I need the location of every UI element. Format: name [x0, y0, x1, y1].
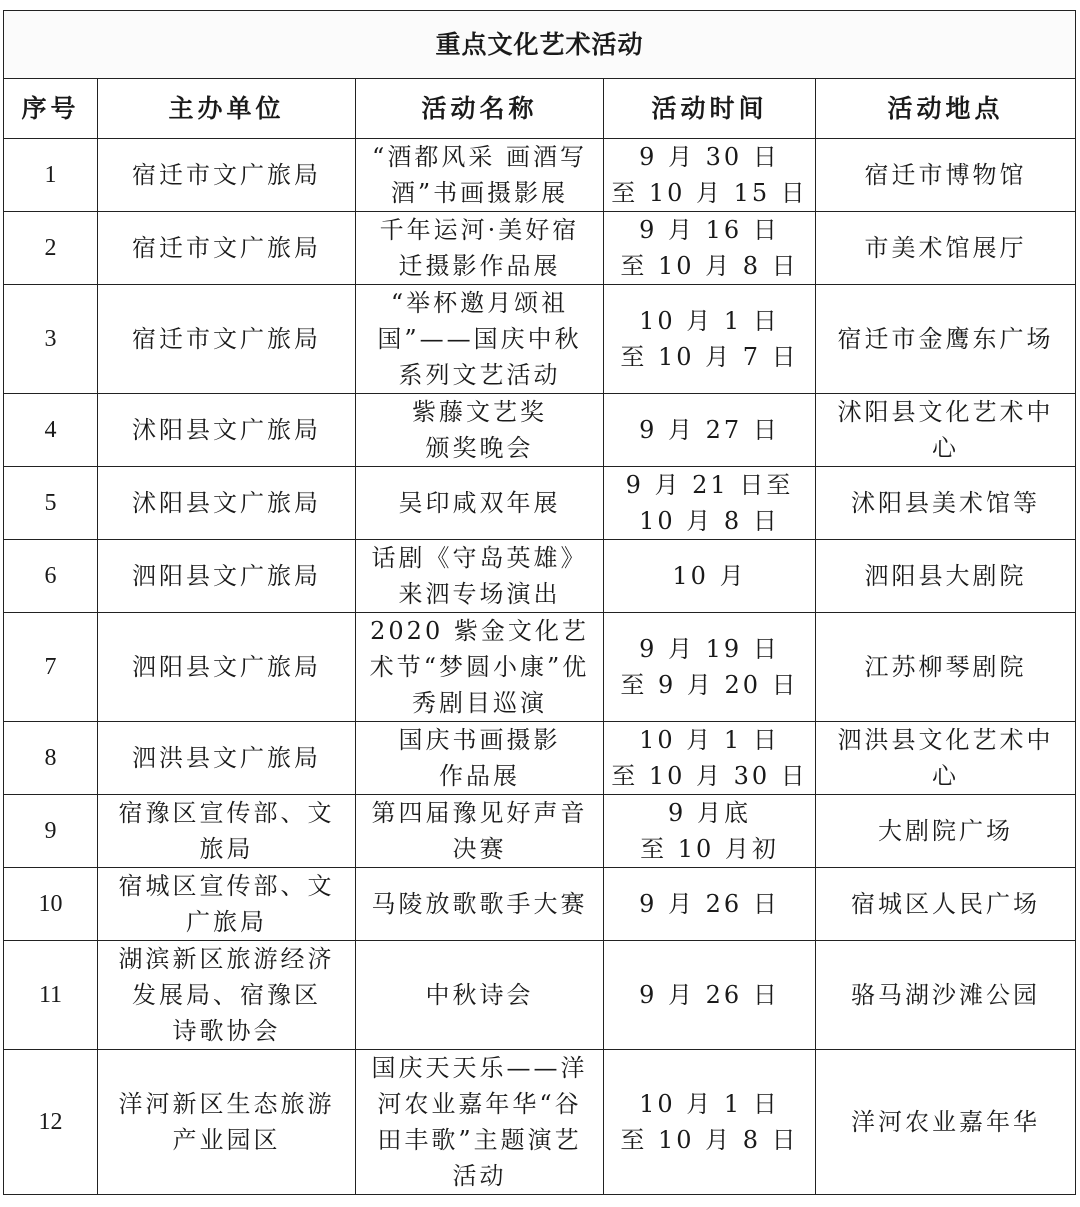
activity-time-cell: 9 月 16 日 至 10 月 8 日 [604, 212, 816, 285]
activity-name-cell: 话剧《守岛英雄》 来泗专场演出 [356, 540, 604, 613]
row-number: 10 [4, 868, 98, 941]
activity-name-cell: 国庆天天乐——洋 河农业嘉年华“谷 田丰歌”主题演艺 活动 [356, 1050, 604, 1195]
row-number: 6 [4, 540, 98, 613]
activity-place-cell: 大剧院广场 [816, 795, 1076, 868]
activity-name-cell: 马陵放歌歌手大赛 [356, 868, 604, 941]
table-row [4, 1050, 1076, 1195]
row-number: 3 [4, 285, 98, 394]
activity-time-cell: 9 月 21 日至 10 月 8 日 [604, 467, 816, 540]
row-number: 9 [4, 795, 98, 868]
table-row [4, 394, 1076, 467]
activity-place-cell: 宿迁市博物馆 [816, 139, 1076, 212]
activity-time-cell: 10 月 1 日 至 10 月 7 日 [604, 285, 816, 394]
activity-time-cell: 9 月 19 日 至 9 月 20 日 [604, 613, 816, 722]
activity-name-cell: 吴印咸双年展 [356, 467, 604, 540]
organizer-cell: 宿豫区宣传部、文 旅局 [98, 795, 356, 868]
activity-place-cell: 泗洪县文化艺术中 心 [816, 722, 1076, 795]
organizer-cell: 沭阳县文广旅局 [98, 467, 356, 540]
header-row [4, 79, 1076, 139]
table-row [4, 285, 1076, 394]
organizer-cell: 宿迁市文广旅局 [98, 139, 356, 212]
activity-place-cell: 洋河农业嘉年华 [816, 1050, 1076, 1195]
organizer-cell: 洋河新区生态旅游 产业园区 [98, 1050, 356, 1195]
activity-name-cell: “酒都风采 画酒写 酒”书画摄影展 [356, 139, 604, 212]
activity-place-cell: 市美术馆展厅 [816, 212, 1076, 285]
row-number: 11 [4, 941, 98, 1050]
activity-time-cell: 9 月 27 日 [604, 394, 816, 467]
table-row [4, 139, 1076, 212]
header-activity-time: 活动时间 [604, 79, 816, 139]
activity-time-cell: 9 月 30 日 至 10 月 15 日 [604, 139, 816, 212]
organizer-cell: 沭阳县文广旅局 [98, 394, 356, 467]
table-row [4, 722, 1076, 795]
activity-name-cell: 国庆书画摄影 作品展 [356, 722, 604, 795]
row-number: 2 [4, 212, 98, 285]
activity-time-cell: 10 月 [604, 540, 816, 613]
row-number: 12 [4, 1050, 98, 1195]
organizer-cell: 泗洪县文广旅局 [98, 722, 356, 795]
table-row [4, 613, 1076, 722]
activity-place-cell: 沭阳县文化艺术中 心 [816, 394, 1076, 467]
organizer-cell: 宿迁市文广旅局 [98, 212, 356, 285]
activity-name-cell: 中秋诗会 [356, 941, 604, 1050]
organizer-cell: 泗阳县文广旅局 [98, 613, 356, 722]
table-row [4, 868, 1076, 941]
activity-time-cell: 9 月 26 日 [604, 868, 816, 941]
activity-time-cell: 10 月 1 日 至 10 月 30 日 [604, 722, 816, 795]
activity-place-cell: 沭阳县美术馆等 [816, 467, 1076, 540]
activity-place-cell: 江苏柳琴剧院 [816, 613, 1076, 722]
activity-place-cell: 泗阳县大剧院 [816, 540, 1076, 613]
activity-name-cell: 千年运河·美好宿 迁摄影作品展 [356, 212, 604, 285]
table-body [4, 139, 1076, 1195]
header-activity-place: 活动地点 [816, 79, 1076, 139]
activity-name-cell: 2020 紫金文化艺 术节“梦圆小康”优 秀剧目巡演 [356, 613, 604, 722]
row-number: 4 [4, 394, 98, 467]
table-row [4, 212, 1076, 285]
table-row [4, 467, 1076, 540]
row-number: 7 [4, 613, 98, 722]
row-number: 5 [4, 467, 98, 540]
organizer-cell: 宿城区宣传部、文 广旅局 [98, 868, 356, 941]
table-row [4, 795, 1076, 868]
row-number: 8 [4, 722, 98, 795]
activity-time-cell: 9 月底 至 10 月初 [604, 795, 816, 868]
title-row [4, 11, 1076, 79]
activity-place-cell: 骆马湖沙滩公园 [816, 941, 1076, 1050]
activity-name-cell: 紫藤文艺奖 颁奖晚会 [356, 394, 604, 467]
activity-name-cell: 第四届豫见好声音 决赛 [356, 795, 604, 868]
activity-name-cell: “举杯邀月颂祖 国”——国庆中秋 系列文艺活动 [356, 285, 604, 394]
header-activity-name: 活动名称 [356, 79, 604, 139]
table-row [4, 941, 1076, 1050]
organizer-cell: 泗阳县文广旅局 [98, 540, 356, 613]
table-row [4, 540, 1076, 613]
activities-table [3, 10, 1076, 1195]
organizer-cell: 湖滨新区旅游经济 发展局、宿豫区 诗歌协会 [98, 941, 356, 1050]
organizer-cell: 宿迁市文广旅局 [98, 285, 356, 394]
activity-place-cell: 宿迁市金鹰东广场 [816, 285, 1076, 394]
row-number: 1 [4, 139, 98, 212]
header-no: 序号 [4, 79, 98, 139]
activity-time-cell: 10 月 1 日 至 10 月 8 日 [604, 1050, 816, 1195]
table-title: 重点文化艺术活动 [4, 11, 1076, 79]
activity-time-cell: 9 月 26 日 [604, 941, 816, 1050]
header-organizer: 主办单位 [98, 79, 356, 139]
activity-place-cell: 宿城区人民广场 [816, 868, 1076, 941]
